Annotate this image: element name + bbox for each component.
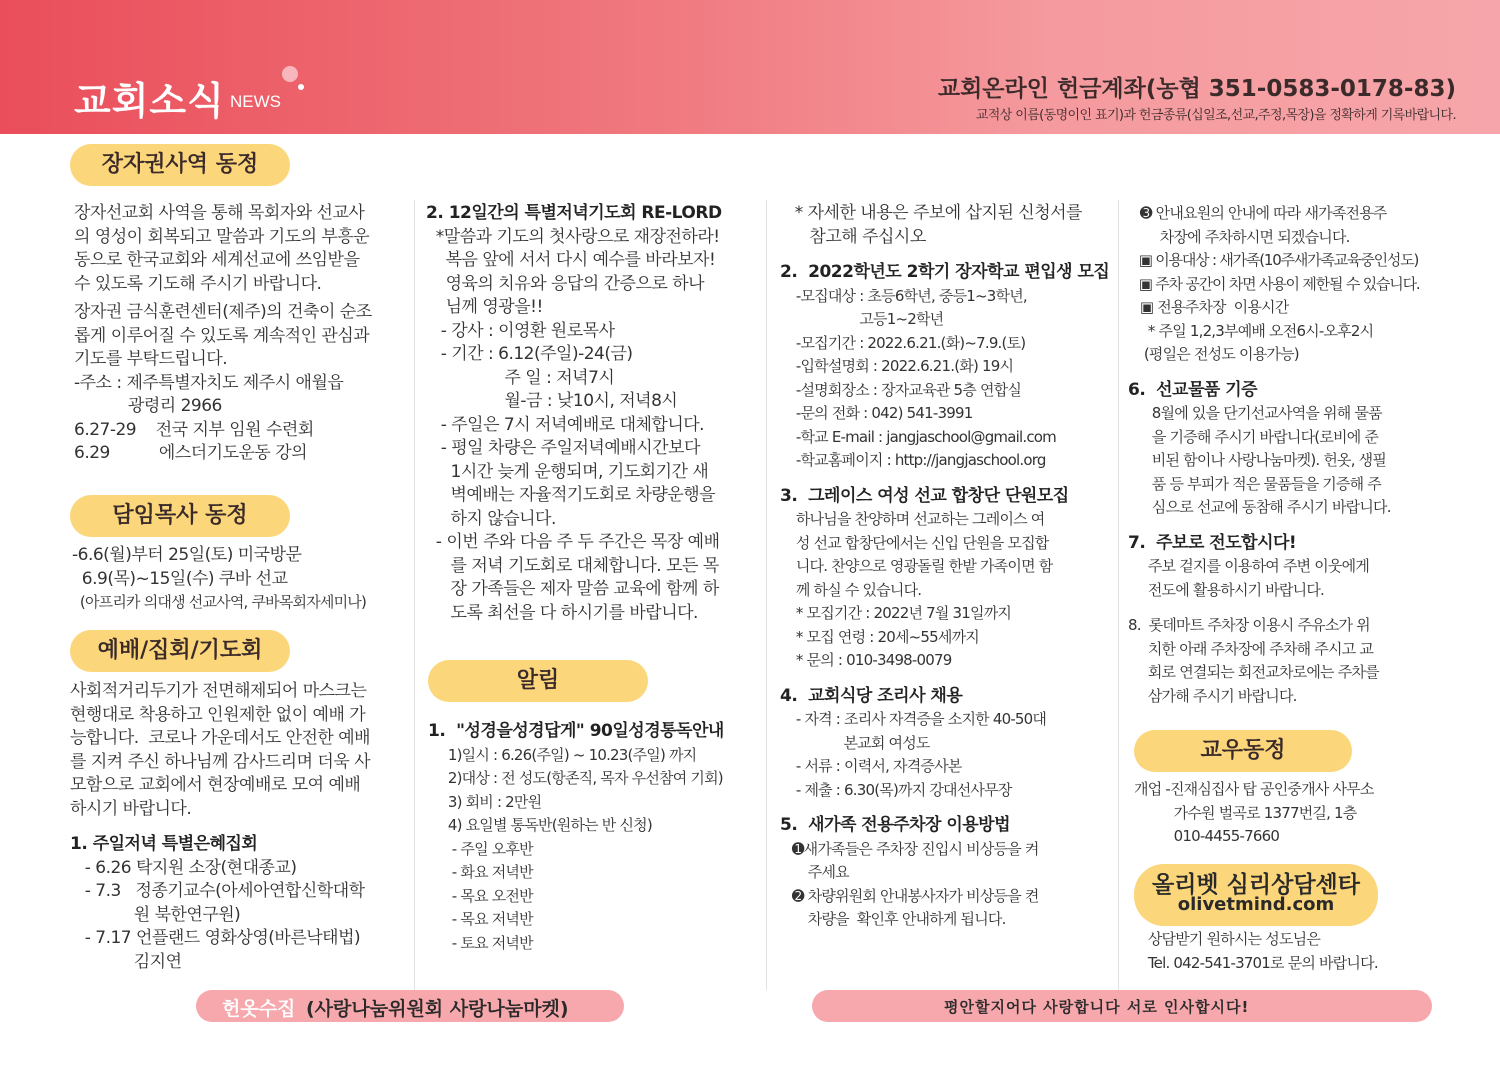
text-line: *말씀과 기도의 첫사랑으로 재장전하라! — [426, 226, 720, 247]
text-line: - 기간 : 6.12(주일)-24(금) — [426, 344, 633, 364]
text-line: * 주일 1,2,3부예배 오전6시-오후2시 — [1128, 321, 1374, 340]
text-line: 치한 아래 주차장에 주차해 주시고 교 — [1128, 639, 1374, 658]
text-line: 모함으로 교회에서 현장예배로 모여 예배 — [70, 775, 361, 795]
text-line: 수 있도록 기도해 주시기 바랍니다. — [74, 273, 322, 294]
text-line: 광령리 2966 — [74, 396, 222, 416]
text-line: 삼가해 주시기 바랍니다. — [1128, 686, 1297, 705]
text-line: * 자세한 내용은 주보에 삽지된 신청서를 — [780, 203, 1082, 223]
text-line: 도록 최선을 다 하시기를 바랍니다. — [426, 602, 698, 623]
olivet-name: 올리벳 심리상담센타 — [1152, 872, 1360, 898]
col2-prayer-text — [426, 202, 766, 625]
text-line: 니다. 찬양으로 영광돌릴 한밭 가족이면 함 — [780, 557, 1053, 575]
text-line: 6.29 에스더기도운동 강의 — [74, 443, 308, 463]
sub-heading: 7. 주보로 전도합시다! — [1128, 532, 1297, 553]
text-line: 님께 영광을!! — [426, 297, 543, 317]
col1-worship-text — [70, 680, 410, 974]
text-line: 1)일시 : 6.26(주일) ~ 10.23(주일) 까지 — [428, 745, 697, 764]
text-line: - 토요 저녁반 — [428, 933, 533, 952]
text-line: -문의 전화 : 042) 541-3991 — [780, 404, 973, 422]
olivet-url: olivetmind.com — [1177, 894, 1335, 915]
text-line: 차량을 확인후 안내하게 됩니다. — [780, 910, 1006, 928]
text-line: - 제출 : 6.30(목)까지 강대선사무장 — [780, 780, 1012, 799]
text-line: 복음 앞에 서서 다시 예수를 바라보자! — [426, 250, 716, 270]
brand-subtitle: NEWS — [230, 92, 281, 111]
text-line: - 이번 주와 다음 주 두 주간은 목장 예배 — [426, 532, 720, 552]
text-line: 주 일 : 저녁7시 — [426, 367, 615, 388]
footer-greeting: 평안할지어다 사랑합니다 서로 인사합시다! — [944, 998, 1250, 1016]
text-line: Tel. 042-541-3701로 문의 바랍니다. — [1128, 953, 1378, 972]
text-line: (평일은 전성도 이용가능) — [1128, 345, 1299, 363]
text-line: 010-4455-7660 — [1134, 827, 1280, 845]
text-line: 김지연 — [70, 951, 182, 972]
text-line: 동으로 한국교회와 세계선교에 쓰임받을 — [74, 250, 360, 270]
text-line: 롭게 이루어질 수 있도록 계속적인 관심과 — [74, 325, 370, 346]
text-line: - 강사 : 이영환 원로목사 — [426, 320, 615, 341]
text-line: ➊새가족들은 주차장 진입시 비상등을 켜 — [780, 839, 1039, 858]
section-pill-members: 교우동정 — [1134, 730, 1352, 772]
text-line: 주보 겉지를 이용하여 주변 이웃에게 — [1128, 557, 1370, 575]
col1-jangja-text — [74, 202, 404, 466]
text-line: 성 선교 합창단에서는 신입 단원을 모집합 — [780, 533, 1049, 552]
text-line: 가수원 벌곡로 1377번길, 1층 — [1134, 803, 1357, 822]
text-line: 회로 연결되는 회전교차로에는 주차를 — [1128, 663, 1379, 681]
text-line: * 문의 : 010-3498-0079 — [780, 651, 952, 669]
sub-heading: 2. 2022학년도 2학기 장자학교 편입생 모집 — [780, 262, 1110, 282]
sub-heading: 6. 선교물품 기증 — [1128, 379, 1258, 400]
text-line: ▣ 이용대상 : 새가족(10주새가족교육중인성도) — [1128, 251, 1419, 269]
text-line: 개업 -진재심집사 탑 공인중개사 사무소 — [1134, 780, 1374, 798]
text-line: 께 하실 수 있습니다. — [780, 580, 922, 599]
text-line: 4) 요일별 통독반(원하는 반 신청) — [428, 816, 652, 834]
text-line: - 7.3 정종기교수(아세아연합신학대학 — [70, 881, 365, 901]
sub-heading: 5. 새가족 전용주차장 이용방법 — [780, 815, 1011, 835]
text-line: 장자권 금식훈련센터(제주)의 건축이 순조 — [74, 302, 372, 322]
text-line: 기도를 부탁드립니다. — [74, 349, 228, 369]
text-line: 사회적거리두기가 전면해제되어 마스크는 — [70, 681, 367, 701]
text-line: 벽예배는 자율적기도회로 차량운행을 — [426, 485, 716, 505]
section-pill-worship: 예배/집회/기도회 — [70, 630, 290, 672]
column-divider — [1118, 200, 1119, 990]
text-line: 1시간 늦게 운행되며, 기도회기간 새 — [426, 461, 709, 482]
text-line: 본교회 여성도 — [780, 733, 930, 752]
text-line: -설명회장소 : 장자교육관 5층 연합실 — [780, 380, 1022, 399]
column-divider — [766, 200, 767, 990]
text-line: 8월에 있을 단기선교사역을 위해 물품 — [1128, 404, 1382, 422]
text-line: -학교홈페이지 : http://jangjaschool.org — [780, 451, 1046, 469]
text-line: -입학설명회 : 2022.6.21.(화) 19시 — [780, 357, 1014, 375]
col2-bible-text — [428, 720, 768, 955]
text-line: 6.9(목)~15일(수) 쿠바 선교 — [72, 568, 288, 589]
text-line: - 주일은 7시 저녁예배로 대체합니다. — [426, 414, 705, 435]
text-line: 2)대상 : 전 성도(항존직, 목자 우선참여 기회) — [428, 769, 723, 787]
text-line: 전도에 활용하시기 바랍니다. — [1128, 580, 1325, 599]
text-line: 주세요 — [780, 863, 849, 881]
header-banner — [0, 0, 1500, 134]
text-line: 하나님을 찬양하며 선교하는 그레이스 여 — [780, 510, 1045, 528]
text-line: - 주일 오후반 — [428, 839, 533, 858]
text-line: * 모집 연령 : 20세~55세까지 — [780, 627, 979, 646]
text-line: 의 영성이 회복되고 말씀과 기도의 부흥운 — [74, 226, 370, 247]
text-line: 품 등 부피가 적은 물품들을 기증해 주 — [1128, 474, 1381, 493]
sub-heading: 3. 그레이스 여성 선교 합창단 단원모집 — [780, 485, 1069, 506]
sub-heading: 1. "성경을성경답게" 90일성경통독안내 — [428, 721, 724, 741]
text-line: 8. 롯데마트 주차장 이용시 주유소가 위 — [1128, 616, 1370, 634]
text-line: ▣ 전용주차장 이용시간 — [1128, 298, 1289, 316]
text-line: 영육의 치유와 응답의 간증으로 하나 — [426, 273, 705, 294]
text-line: 장 가족들은 제자 말씀 교육에 함께 하 — [426, 579, 719, 599]
text-line: 를 저녁 기도회로 대체합니다. 모든 목 — [426, 555, 719, 576]
sub-heading: 4. 교회식당 조리사 채용 — [780, 685, 963, 706]
section-pill-notice: 알림 — [428, 660, 648, 702]
decor-dot-icon — [282, 66, 298, 82]
text-line: 심으로 선교에 동참해 주시기 바랍니다. — [1128, 498, 1391, 516]
col4-members-text — [1134, 778, 1474, 849]
text-line: - 자격 : 조리사 자격증을 소지한 40-50대 — [780, 710, 1047, 728]
text-line: -학교 E-mail : jangjaschool@gmail.com — [780, 427, 1056, 446]
col4-text — [1128, 202, 1468, 708]
text-line: 월-금 : 낮10시, 저녁8시 — [426, 391, 678, 411]
account-note: 교적상 이름(동명이인 표기)과 헌금종류(십일조,선교,주정,목장)을 정확하게 기록바랍니다. — [975, 108, 1456, 123]
section-pill-jangja: 장자권사역 동정 — [70, 144, 290, 186]
text-line: 6.27-29 전국 지부 임원 수련회 — [74, 419, 314, 440]
text-line: (아프리카 의대생 선교사역, 쿠바목회자세미나) — [72, 593, 367, 611]
text-line: ➌ 안내요원의 안내에 따라 새가족전용주 — [1128, 204, 1387, 222]
text-line: - 7.17 언플랜드 영화상영(바른낙태법) — [70, 928, 361, 948]
text-line: 참고해 주십시오 — [780, 226, 926, 247]
text-line: - 목요 저녁반 — [428, 910, 533, 928]
text-line: 장자선교회 사역을 통해 목회자와 선교사 — [74, 203, 365, 223]
footer-clothes-label: 헌옷수집 — [222, 998, 296, 1020]
text-line: 을 기증해 주시기 바랍니다(로비에 준 — [1128, 427, 1379, 446]
text-line: 하시기 바랍니다. — [70, 798, 192, 819]
sub-heading: 2. 12일간의 특별저녁기도회 RE-LORD — [426, 203, 722, 223]
section-pill-pastor: 담임목사 동정 — [70, 495, 290, 537]
text-line: -모집기간 : 2022.6.21.(화)~7.9.(토) — [780, 333, 1026, 352]
account-title: 교회온라인 헌금계좌(농협 351-0583-0178-83) — [937, 76, 1456, 102]
text-line: - 목요 오전반 — [428, 886, 533, 905]
col3-text — [780, 202, 1120, 932]
text-line: - 서류 : 이력서, 자격증사본 — [780, 757, 962, 775]
text-line: 비된 함이나 사랑나눔마켓). 헌옷, 생필 — [1128, 451, 1387, 469]
col1-pastor-text — [72, 544, 412, 615]
brand-title: 교회소식 — [74, 79, 225, 123]
text-line: - 평일 차량은 주일저녁예배시간보다 — [426, 438, 700, 458]
text-line: 고등1~2학년 — [780, 310, 944, 328]
column-divider — [414, 200, 415, 990]
text-line: 3) 회비 : 2만원 — [428, 792, 542, 811]
text-line: -모집대상 : 초등6학년, 중등1~3학년, — [780, 286, 1027, 305]
text-line: * 모집기간 : 2022년 7월 31일까지 — [780, 604, 1012, 622]
text-line: -6.6(월)부터 25일(토) 미국방문 — [72, 545, 302, 565]
text-line: 능합니다. 코로나 가운데서도 안전한 예배 — [70, 728, 371, 748]
text-line: 차장에 주차하시면 되겠습니다. — [1128, 227, 1350, 246]
text-line: 원 북한연구원) — [70, 904, 241, 925]
text-line: -주소 : 제주특별자치도 제주시 애월읍 — [74, 372, 344, 393]
text-line: 현행대로 착용하고 인원제한 없이 예배 가 — [70, 704, 366, 725]
sub-heading: 1. 주일저녁 특별은혜집회 — [70, 834, 258, 854]
decor-dot-small-icon — [298, 84, 304, 90]
text-line: 상담받기 원하시는 성도님은 — [1128, 930, 1321, 948]
col4-olivet-text — [1128, 928, 1468, 975]
text-line: ▣ 주차 공간이 차면 사용이 제한될 수 있습니다. — [1128, 274, 1420, 293]
footer-clothes-desc: (사랑나눔위원회 사랑나눔마켓) — [306, 998, 569, 1020]
text-line: ➋ 차량위원회 안내봉사자가 비상등을 켠 — [780, 886, 1039, 905]
text-line: 를 지켜 주신 하나님께 감사드리며 더욱 사 — [70, 751, 371, 772]
text-line: 하지 않습니다. — [426, 508, 556, 529]
text-line: - 6.26 탁지원 소장(현대종교) — [70, 857, 297, 878]
text-line: - 화요 저녁반 — [428, 863, 533, 881]
